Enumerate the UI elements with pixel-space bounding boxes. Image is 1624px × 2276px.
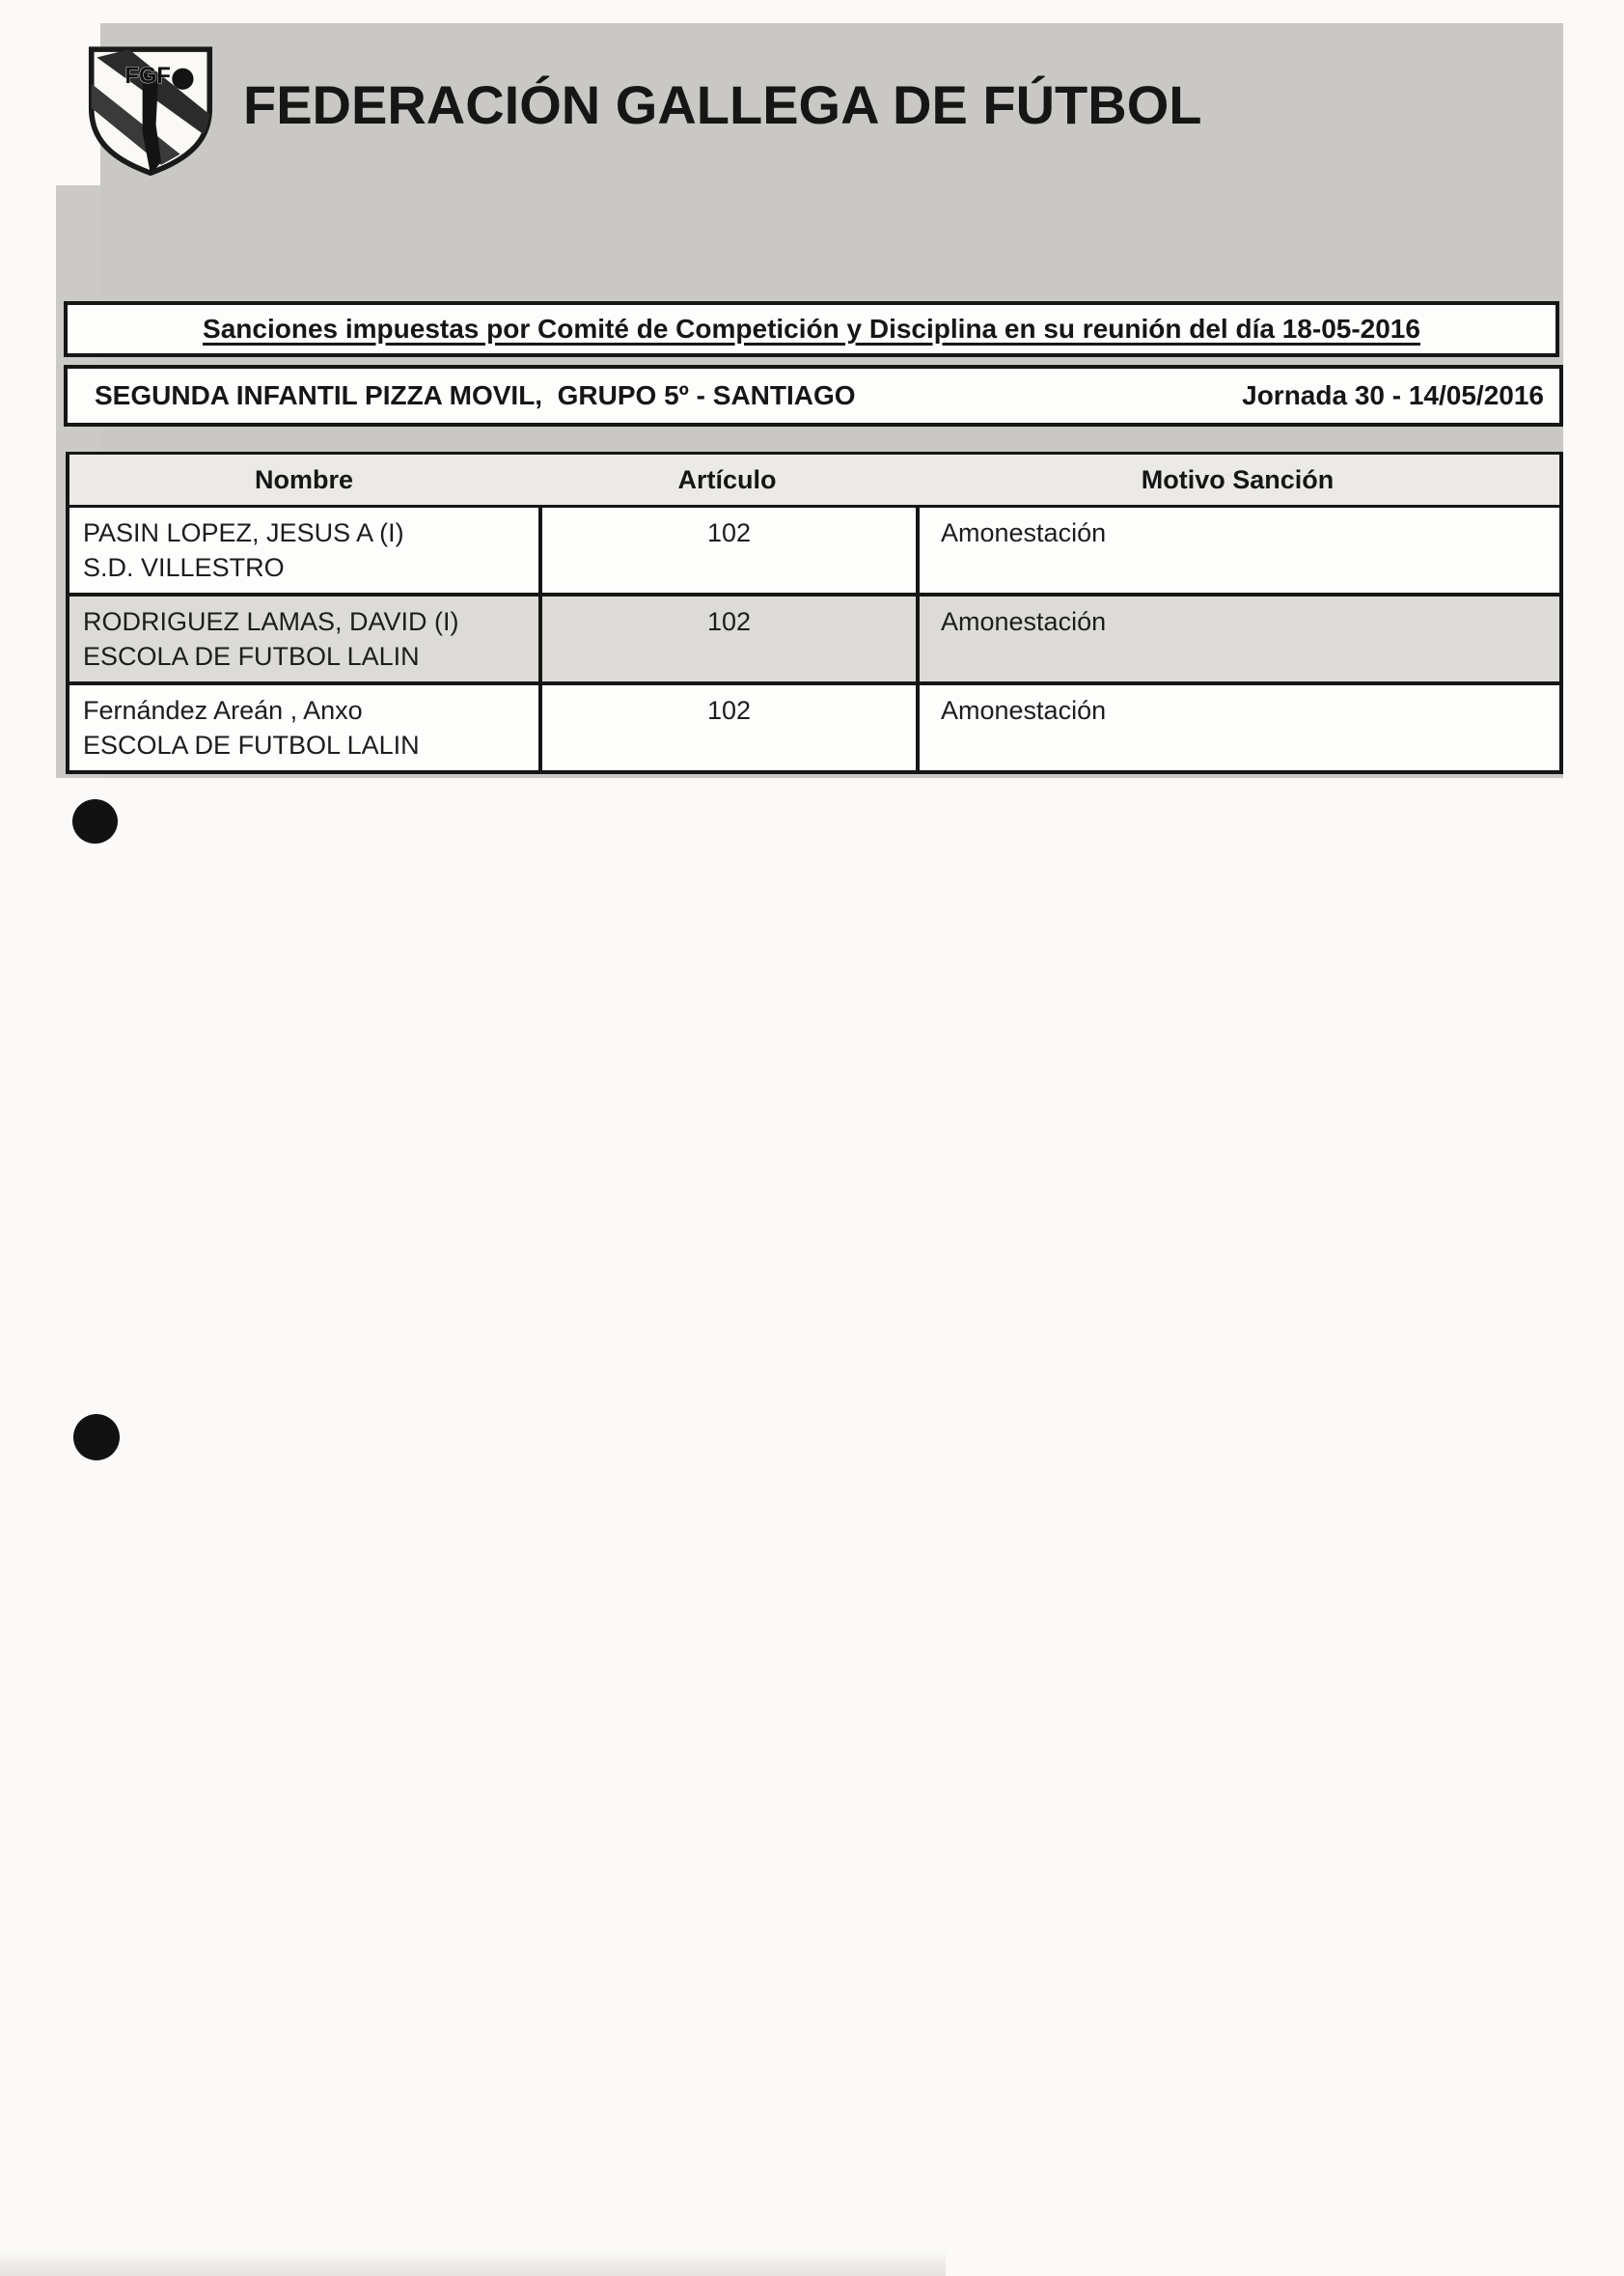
table-row: [69, 508, 1559, 597]
federation-shield-crest-icon: [83, 39, 218, 176]
article-number: 102: [538, 597, 916, 681]
logo-initials: FGF: [124, 63, 171, 89]
federation-crest-logo: [83, 39, 218, 176]
sanctions-notice-text: Sanciones impuestas por Comité de Competición y Disciplina en su reunión del día 18-05-2016: [203, 314, 1420, 344]
player-name: RODRIGUEZ LAMAS, DAVID (I): [83, 607, 459, 636]
competition-jornada: Jornada 30 - 14/05/2016: [1242, 380, 1544, 410]
sanction-reason: Amonestación: [916, 597, 1559, 681]
player-club: S.D. VILLESTRO: [83, 553, 285, 582]
player-name: PASIN LOPEZ, JESUS A (I): [83, 518, 404, 547]
player-club: ESCOLA DE FUTBOL LALIN: [83, 731, 420, 760]
sanctions-notice-bar: [64, 301, 1559, 357]
sanction-reason: Amonestación: [916, 508, 1559, 593]
competition-bar: [64, 365, 1563, 427]
sanctions-table: [66, 452, 1563, 774]
column-header-motivo: Motivo Sanción: [1141, 464, 1335, 494]
article-number: 102: [538, 685, 916, 770]
sanction-reason: Amonestación: [916, 685, 1559, 770]
article-number: 102: [538, 508, 916, 593]
column-header-articulo: Artículo: [677, 464, 777, 494]
hole-punch-mark: [73, 1414, 120, 1460]
federation-title: FEDERACIÓN GALLEGA DE FÚTBOL: [243, 74, 1202, 135]
table-row: [69, 685, 1559, 770]
player-club: ESCOLA DE FUTBOL LALIN: [83, 642, 420, 671]
table-header-row: [69, 452, 1559, 508]
table-row: [69, 597, 1559, 685]
scan-artifact: [0, 2249, 946, 2276]
column-header-nombre: Nombre: [254, 464, 353, 494]
player-name: Fernández Areán , Anxo: [83, 696, 363, 725]
hole-punch-mark: [72, 799, 118, 844]
competition-name: SEGUNDA INFANTIL PIZZA MOVIL, GRUPO 5º - SANTIAGO: [95, 380, 856, 410]
